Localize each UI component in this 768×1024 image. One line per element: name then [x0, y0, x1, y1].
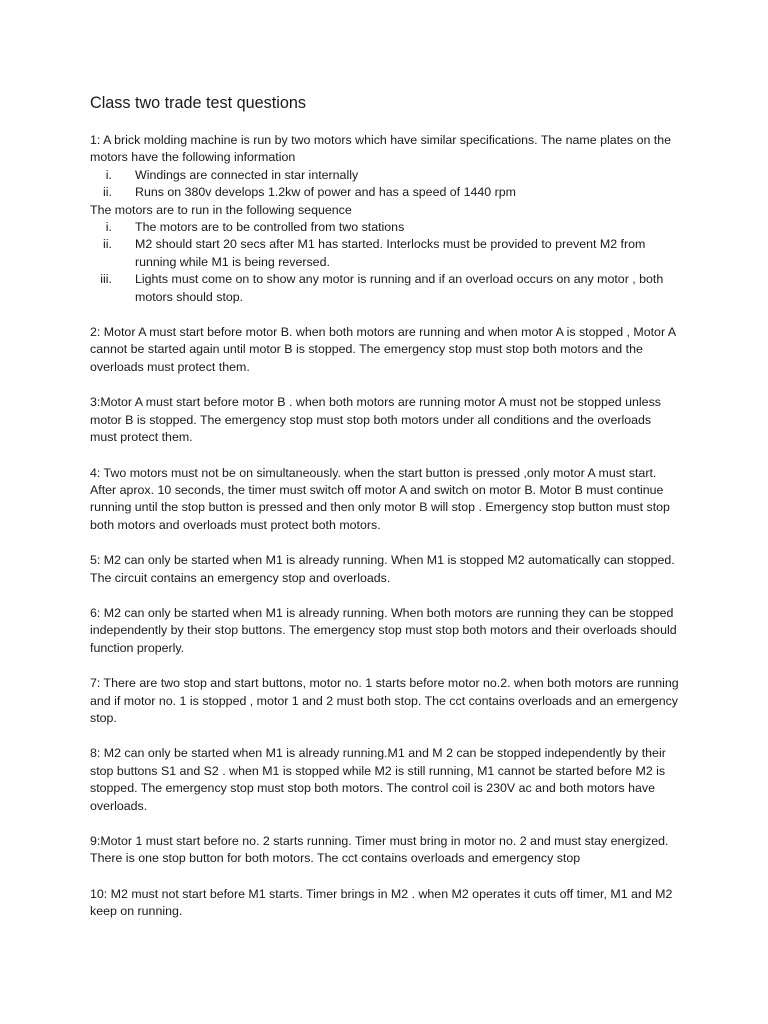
- list-item-number: ii.: [103, 237, 112, 252]
- spec-list: [90, 167, 680, 202]
- list-item-text: Lights must come on to show any motor is running and if an overload occurs on any motor , both motors should stop.: [135, 272, 664, 304]
- list-item-number: ii.: [103, 185, 112, 200]
- question-4: 4: Two motors must not be on simultaneously. when the start button is pressed ,only motor A must start. After aprox. 10 seconds, the timer must switch off motor A and switch on motor B. Motor B must continue running until the stop button is pressed and then only motor B will stop . Emergency stop button must stop both motors and overloads must protect both motors.: [90, 465, 670, 532]
- list-item-text: M2 should start 20 secs after M1 has started. Interlocks must be provided to prevent M2 from running while M1 is being reversed.: [135, 237, 646, 269]
- question-8: 8: M2 can only be started when M1 is already running.M1 and M 2 can be stopped independently by their stop buttons S1 and S2 . when M1 is stopped while M2 is still running, M1 cannot be started before M2 is stopped. The emergency stop must stop both motors. The control coil is 230V ac and both motors have overloads.: [90, 746, 666, 813]
- sequence-intro: The motors are to run in the following sequence: [90, 202, 352, 217]
- question-7: 7: There are two stop and start buttons, motor no. 1 starts before motor no.2. when both motors are running and if motor no. 1 is stopped , motor 1 and 2 must both stop. The cct contains overloads and an emergency stop.: [90, 676, 679, 725]
- list-item-text: Windings are connected in star internally: [135, 167, 359, 182]
- question-1: [90, 132, 680, 306]
- question-9: 9:Motor 1 must start before no. 2 starts running. Timer must bring in motor no. 2 and must stay energized. There is one stop button for both motors. The cct contains overloads and emergency stop: [90, 834, 669, 866]
- list-item: [90, 271, 680, 306]
- list-item-text: Runs on 380v develops 1.2kw of power and has a speed of 1440 rpm: [135, 185, 516, 200]
- list-item-text: The motors are to be controlled from two stations: [135, 220, 405, 235]
- question-6: 6: M2 can only be started when M1 is already running. When both motors are running they can be stopped independently by their stop buttons. The emergency stop must stop both motors and their overloads should function properly.: [90, 605, 677, 655]
- list-item: [90, 236, 680, 271]
- sequence-list: [90, 219, 680, 306]
- question-2: 2: Motor A must start before motor B. when both motors are running and when motor A is stopped , Motor A cannot be started again until motor B is stopped. The emergency stop must stop both motors and the overloads must protect them.: [90, 325, 676, 374]
- list-item: [90, 184, 680, 201]
- question-5: 5: M2 can only be started when M1 is already running. When M1 is stopped M2 automatically can stopped. The circuit contains an emergency stop and overloads.: [90, 553, 675, 585]
- question-1-intro: 1: A brick molding machine is run by two motors which have similar specifications. The name plates on the motors have the following information: [90, 133, 672, 165]
- list-item-number: i.: [105, 220, 112, 235]
- question-3: 3:Motor A must start before motor B . when both motors are running motor A must not be stopped unless motor B is stopped. The emergency stop must stop both motors under all conditions and the overloads must protect them.: [90, 395, 661, 445]
- list-item-number: i.: [105, 167, 112, 182]
- list-item: [90, 167, 680, 184]
- question-10: 10: M2 must not start before M1 starts. Timer brings in M2 . when M2 operates it cuts off timer, M1 and M2 keep on running.: [90, 886, 673, 919]
- document-title: Class two trade test questions: [90, 94, 306, 112]
- list-item-number: iii.: [100, 272, 112, 287]
- document-page: [90, 92, 680, 939]
- list-item: [90, 219, 680, 236]
